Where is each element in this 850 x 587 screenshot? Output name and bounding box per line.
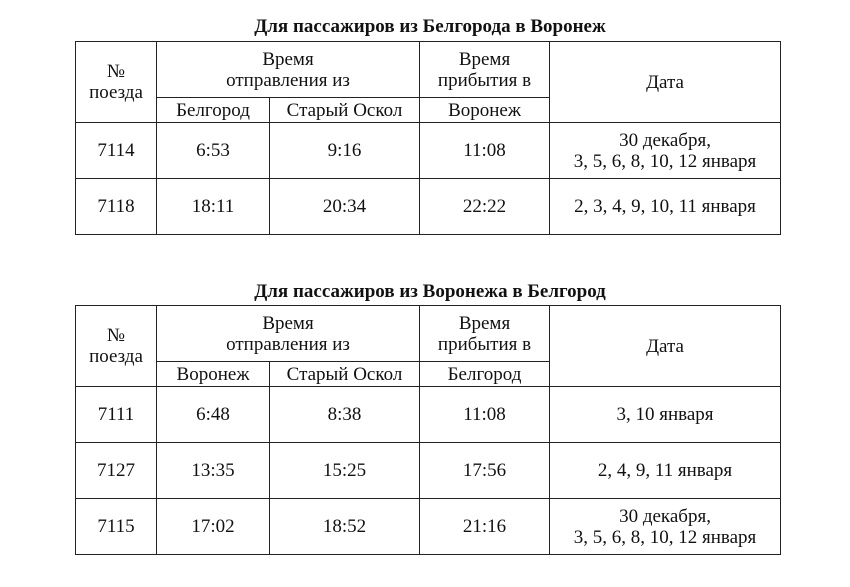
time-cell: 15:25 xyxy=(270,443,420,499)
time-cell: 11:08 xyxy=(420,387,550,443)
station-header: Воронеж xyxy=(420,98,550,123)
date-cell: 30 декабря, 3, 5, 6, 8, 10, 12 января xyxy=(550,499,781,555)
time-cell: 9:16 xyxy=(270,123,420,179)
table-row xyxy=(76,123,781,179)
table-2-title: Для пассажиров из Воронежа в Белгород xyxy=(254,281,606,302)
time-cell: 17:02 xyxy=(157,499,270,555)
train-number: 7111 xyxy=(76,387,157,443)
time-cell: 21:16 xyxy=(420,499,550,555)
train-number-header: № поезда xyxy=(76,42,157,123)
schedule-table-voronezh-belgorod xyxy=(75,305,781,555)
time-cell: 8:38 xyxy=(270,387,420,443)
time-cell: 17:56 xyxy=(420,443,550,499)
train-number: 7127 xyxy=(76,443,157,499)
arrival-header: Время прибытия в xyxy=(420,306,550,362)
table-row xyxy=(76,179,781,235)
train-number-header: № поезда xyxy=(76,306,157,387)
departure-header: Время отправления из xyxy=(157,306,420,362)
date-cell: 2, 4, 9, 11 января xyxy=(550,443,781,499)
table-row xyxy=(76,443,781,499)
date-cell: 2, 3, 4, 9, 10, 11 января xyxy=(550,179,781,235)
table-row xyxy=(76,499,781,555)
time-cell: 22:22 xyxy=(420,179,550,235)
date-header: Дата xyxy=(550,306,781,387)
date-header: Дата xyxy=(550,42,781,123)
table-1-title: Для пассажиров из Белгорода в Воронеж xyxy=(254,16,606,37)
train-number: 7115 xyxy=(76,499,157,555)
train-number: 7118 xyxy=(76,179,157,235)
time-cell: 18:52 xyxy=(270,499,420,555)
station-header: Старый Оскол xyxy=(270,98,420,123)
train-number: 7114 xyxy=(76,123,157,179)
date-cell: 3, 10 января xyxy=(550,387,781,443)
time-cell: 11:08 xyxy=(420,123,550,179)
station-header: Старый Оскол xyxy=(270,362,420,387)
time-cell: 6:48 xyxy=(157,387,270,443)
arrival-header: Время прибытия в xyxy=(420,42,550,98)
time-cell: 6:53 xyxy=(157,123,270,179)
station-header: Белгород xyxy=(420,362,550,387)
date-cell: 30 декабря, 3, 5, 6, 8, 10, 12 января xyxy=(550,123,781,179)
departure-header: Время отправления из xyxy=(157,42,420,98)
station-header: Воронеж xyxy=(157,362,270,387)
schedule-table-belgorod-voronezh xyxy=(75,41,781,235)
time-cell: 13:35 xyxy=(157,443,270,499)
table-row xyxy=(76,387,781,443)
station-header: Белгород xyxy=(157,98,270,123)
time-cell: 18:11 xyxy=(157,179,270,235)
time-cell: 20:34 xyxy=(270,179,420,235)
